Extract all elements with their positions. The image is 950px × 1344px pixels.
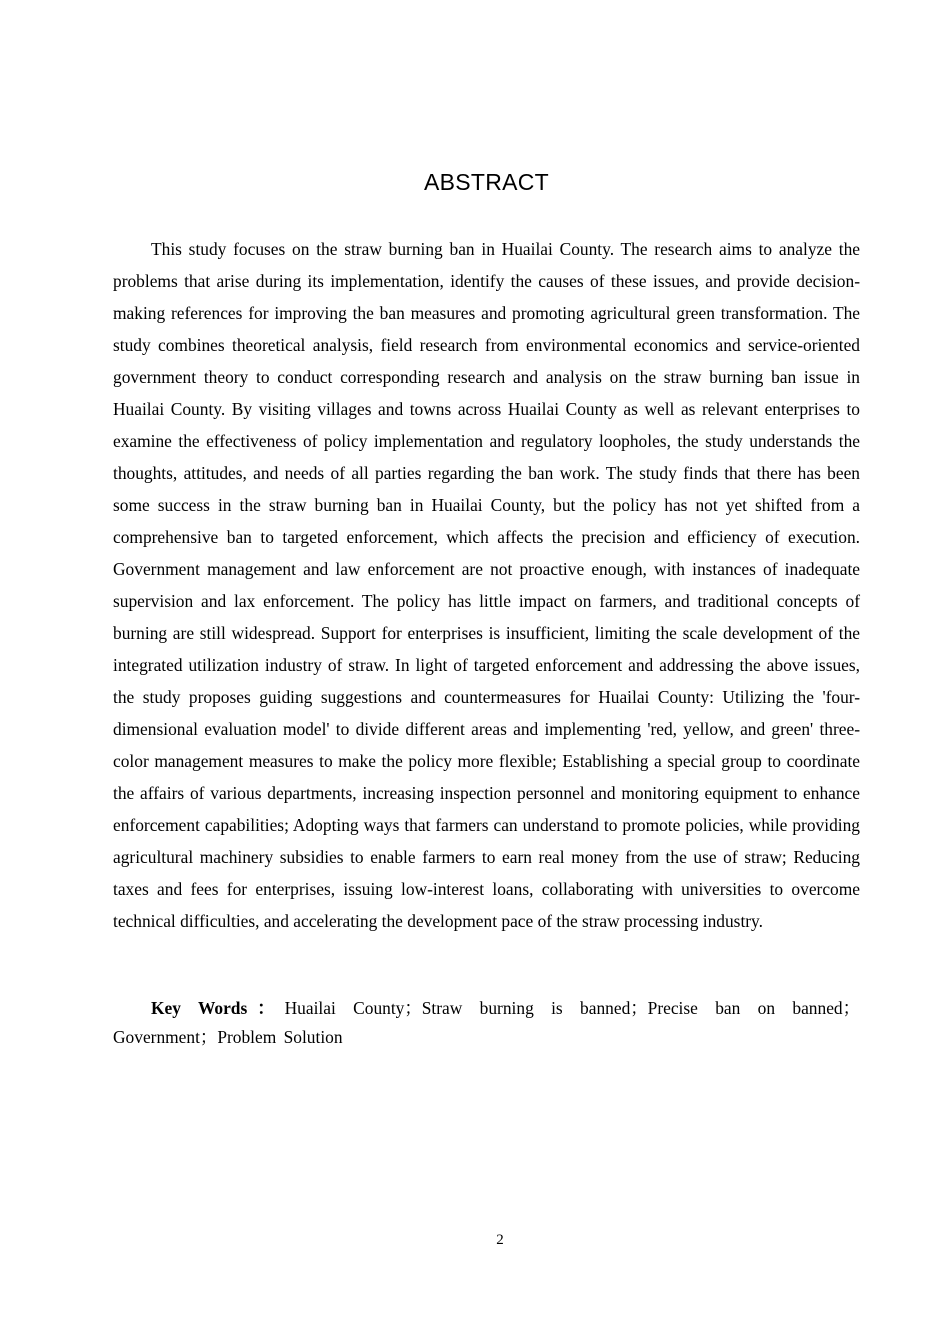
keywords-label: Key Words： <box>151 998 285 1018</box>
keywords-line <box>113 994 860 1052</box>
abstract-body: This study focuses on the straw burning ban in Huailai County. The research aims to analyze the problems that arise during its implementation, identify the causes of these issues, and provide decision-making references for improving the ban measures and promoting agricultural green transformation. The study combines theoretical analysis, field research from environmental economics and service-oriented government theory to conduct corresponding research and analysis on the straw burning ban issue in Huailai County. By visiting villages and towns across Huailai County as well as relevant enterprises to examine the effectiveness of policy implementation and regulatory loopholes, the study understands the thoughts, attitudes, and needs of all parties regarding the ban work. The study finds that there has been some success in the straw burning ban in Huailai County, but the policy has not yet shifted from a comprehensive ban to targeted enforcement, which affects the precision and efficiency of execution. Government management and law enforcement are not proactive enough, with instances of inadequate supervision and lax enforcement. The policy has little impact on farmers, and traditional concepts of burning are still widespread. Support for enterprises is insufficient, limiting the scale development of the integrated utilization industry of straw. In light of targeted enforcement and addressing the above issues, the study proposes guiding suggestions and countermeasures for Huailai County: Utilizing the 'four-dimensional evaluation model' to divide different areas and implementing 'red, yellow, and green' three-color management measures to make the policy more flexible; Establishing a special group to coordinate the affairs of various departments, increasing inspection personnel and monitoring equipment to enhance enforcement capabilities; Adopting ways that farmers can understand to promote policies, while providing agricultural machinery subsidies to enable farmers to earn real money from the use of straw; Reducing taxes and fees for enterprises, issuing low-interest loans, collaborating with universities to overcome technical difficulties, and accelerating the development pace of the straw processing industry. <box>113 239 860 931</box>
keywords-values: Huailai County；Straw burning is banned；Precise ban on banned；Government；Problem Solution <box>113 998 860 1047</box>
page-number: 2 <box>496 1232 504 1248</box>
abstract-title: ABSTRACT <box>423 169 550 195</box>
